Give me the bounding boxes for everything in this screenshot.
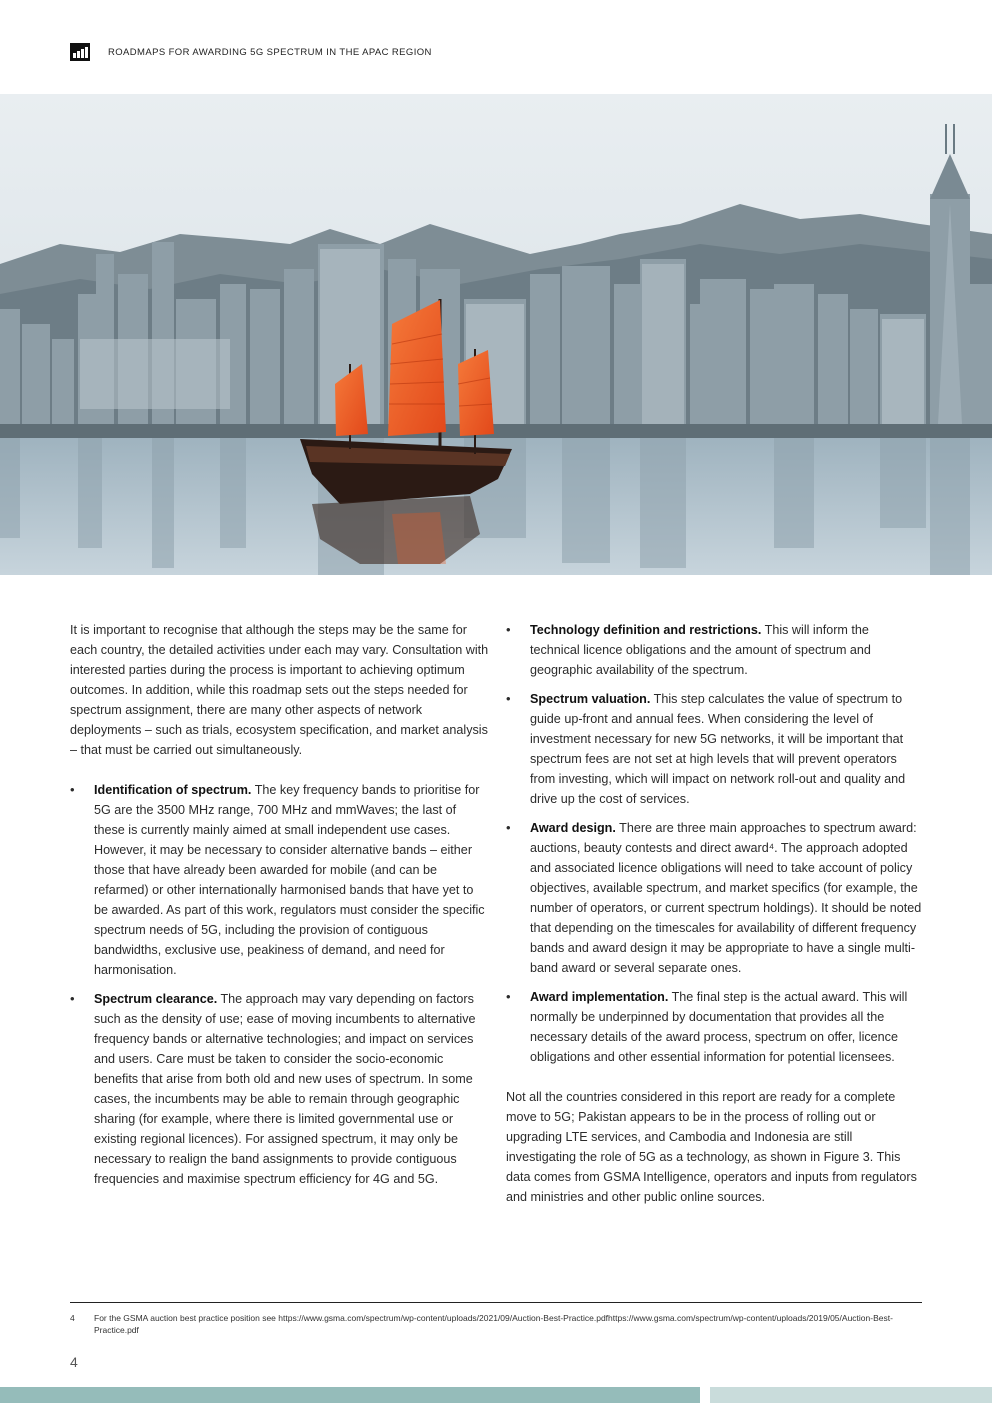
bullet-text: The key frequency bands to prioritise for 5G are the 3500 MHz range, 700 MHz and mmWaves; the last of these is currently mainly aimed at small independent use cases. However, it may be necessary to consider alternative bands – either those that have already been awarded for mobile (and can be refarmed) or other internationally harmonised bands that have yet to be awarded. As part of this work, regulators must consider the specific spectrum needs of 5G, including the provision of contiguous bandwidths, exclusive use, peakiness of demand, and need for harmonisation. [94,783,485,977]
bullet-text: The approach may vary depending on factors such as the density of use; ease of moving incumbents to alternative frequency bands or alternative technologies; and impact on services and users. Care must be taken to consider the socio-economic benefits that arise from both old and new uses of spectrum. In some cases, the incumbents may be able to remain through geographic sharing (for example, where there is limited governmental use or existing regional licences). For assigned spectrum, it may only be necessary to realign the band assignments to provide contiguous frequencies and maximise spectrum efficiency for 4G and 5G. [94,992,476,1186]
footer-bar [0,1387,700,1403]
page-number: 4 [70,1354,78,1370]
bullet-text: This will inform the technical licence obligations and the amount of spectrum and geographic availability of the spectrum. [530,623,871,677]
bullet-title: Identification of spectrum. [94,783,252,797]
list-item [506,987,922,1067]
bullet-text: There are three main approaches to spectrum award: auctions, beauty contests and direct award⁴. The approach adopted and associated licence obligations will need to take account of policy objectives, available spectrum, and market specifics (for example, the number of operators, or current spectrum holdings). It should be noted that depending on the timescales for availability of different frequency bands and award design it may be appropriate to have a single multi-band award or several separate ones. [530,821,922,975]
intro-paragraph: It is important to recognise that although the steps may be the same for each country, the detailed activities under each may vary. Consultation with interested parties during the process is important to achieving optimum outcomes. In addition, while this roadmap sets out the steps needed for spectrum assignment, there are many other aspects of network deployments – such as trials, ecosystem specification, and market analysis – that must be carried out simultaneously. [70,623,489,757]
footer-bar-light [710,1387,992,1403]
bullet-text: The final step is the actual award. This will normally be underpinned by documentation that provides all the necessary details of the award process, spectrum on offer, licence obligations and other essential information for potential licensees. [530,990,908,1064]
bullet-title: Award design. [530,821,616,835]
page-header [70,42,432,62]
hong-kong-harbour-junk-boat-photo [0,94,992,575]
list-item [70,989,490,1189]
bullet-title: Spectrum clearance. [94,992,218,1006]
right-column [506,620,922,1227]
list-item [506,818,922,978]
footnote-divider [70,1302,922,1303]
list-item [506,689,922,809]
bullet-title: Award implementation. [530,990,669,1004]
footnote-text[interactable]: For the GSMA auction best practice position see https://www.gsma.com/spectrum/wp-content/uploads/2021/09/Auction-Best-Practice.pdfhttps://www.gsma.com/spectrum/wp-content/uploads/2019/05/Auction-Best-Practice.pdf [94,1313,893,1335]
report-title: ROADMAPS FOR AWARDING 5G SPECTRUM IN THE APAC REGION [108,46,432,58]
list-item [70,780,490,980]
bullet-title: Spectrum valuation. [530,692,651,706]
closing-paragraph: Not all the countries considered in this report are ready for a complete move to 5G; Pakistan appears to be in the process of rolling out or upgrading LTE services, and Cambodia and Indonesia are still investigating the role of 5G as a technology, as shown in Figure 3. This data comes from GSMA Intelligence, operators and inputs from regulators and ministries and other public online sources. [506,1090,917,1204]
bullet-list-right [506,620,922,1067]
gsma-bars-icon [70,43,90,61]
footnote-number: 4 [70,1313,75,1323]
list-item [506,620,922,680]
footnote [70,1312,922,1336]
bullet-text: This step calculates the value of spectrum to guide up-front and annual fees. When considering the level of investment necessary for new 5G networks, it will be important that spectrum fees are not set at high levels that will prevent operators from investing, which will impact on network roll-out and quality and drive up the cost of services. [530,692,906,806]
bullet-list-left [70,780,490,1189]
bullet-title: Technology definition and restrictions. [530,623,762,637]
left-column [70,620,490,1198]
